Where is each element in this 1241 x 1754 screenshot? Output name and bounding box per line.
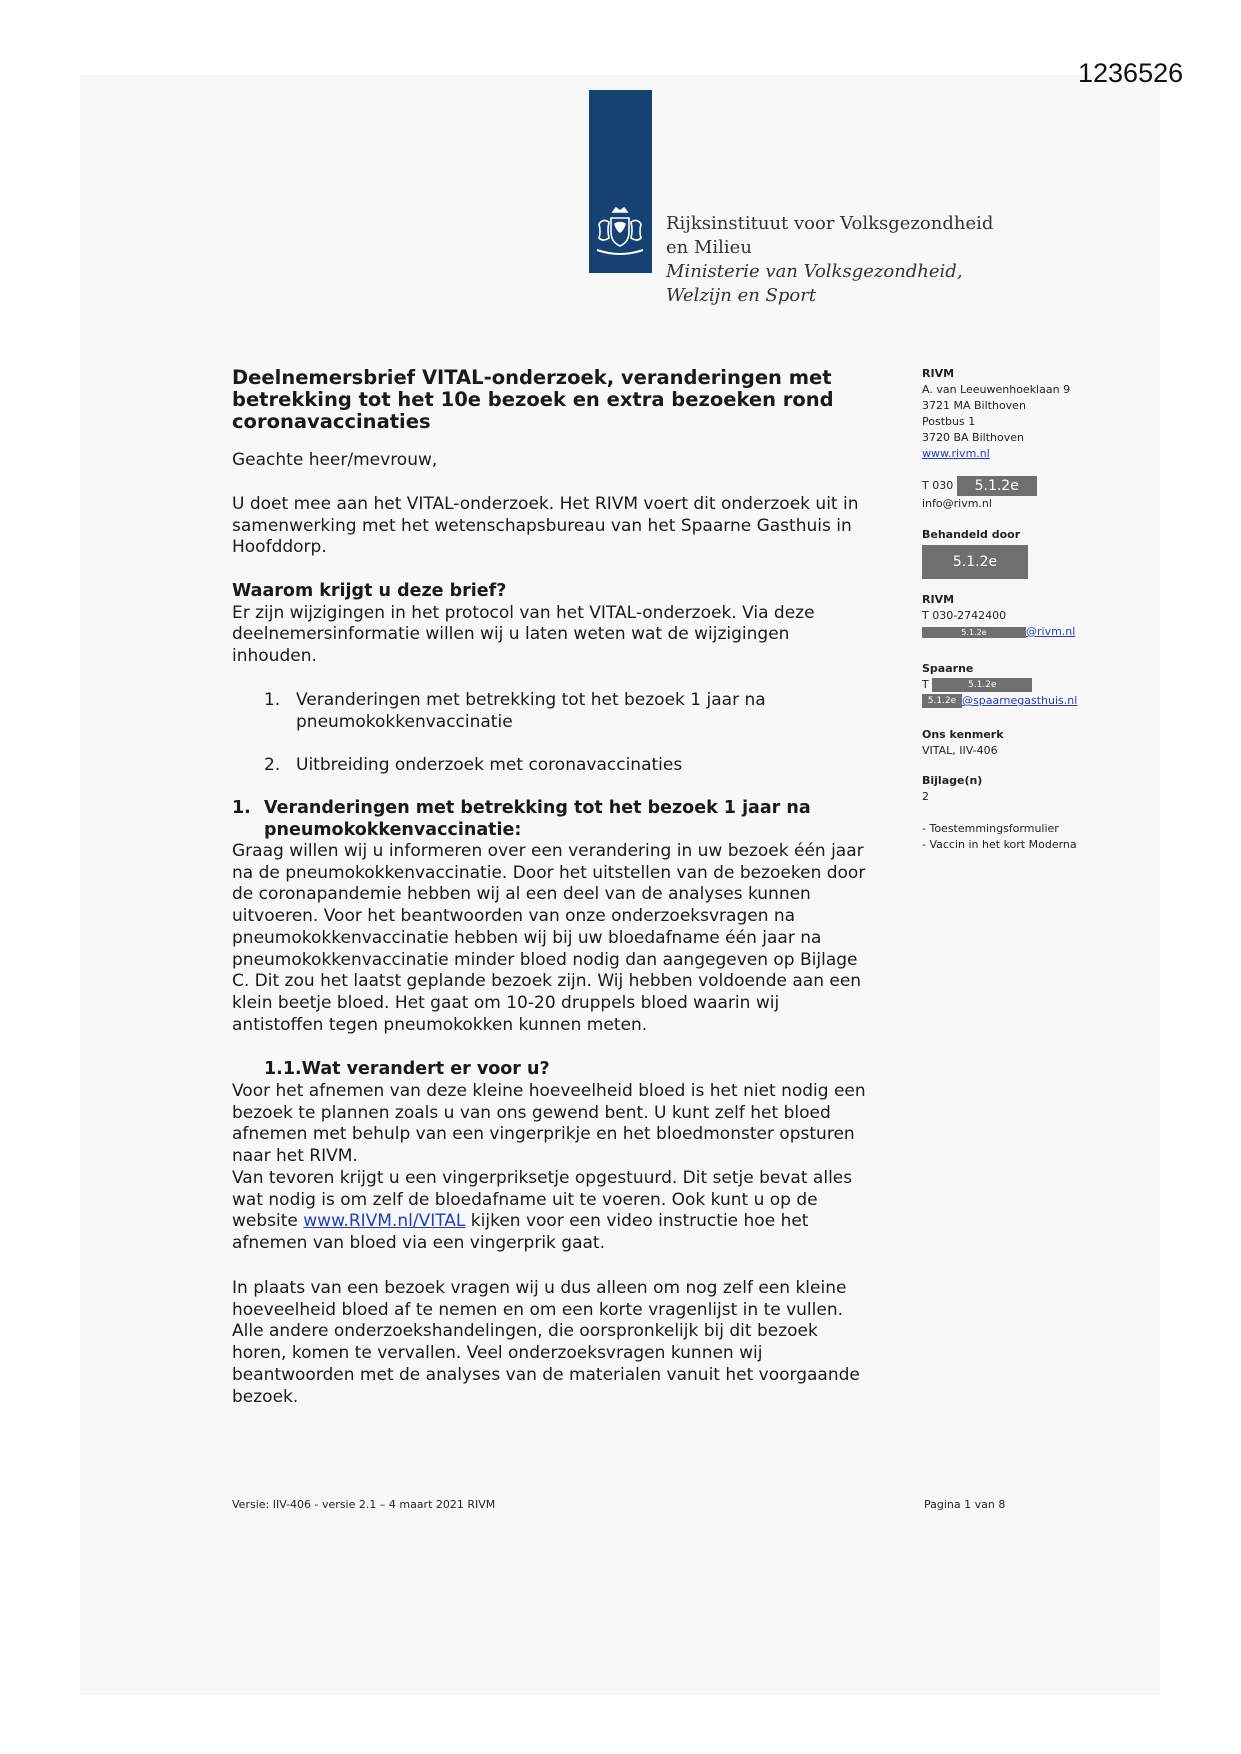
sidebar-spaarne-contact: Spaarne T 5.1.2e 5.1.2e @spaarnegasthuis.nl [922, 662, 1078, 707]
list-item: 1. Veranderingen met betrekking tot het bezoek 1 jaar na pneumokokkenvaccinatie [264, 690, 766, 732]
intro-paragraph: U doet mee aan het VITAL-onderzoek. Het RIVM voert dit onderzoek uit in samenwerking met het wetenschapsbureau van het Spaarne Gasthuis in Hoofddorp. [232, 494, 859, 558]
section-1-1-heading: 1.1.Wat verandert er voor u? [264, 1059, 550, 1079]
section-1-body: Graag willen wij u informeren over een verandering in uw bezoek één jaar na de pneumokokkenvaccinatie. Door het uitstellen van de bezoeken door de coronapandemie hebben wij al een deel van de analyses kunnen uitvoeren. Voor het beantwoorden van onze onderzoeksvragen na pneumokokkenvaccinatie hebben wij bij uw bloedafname één jaar na pneumokokkenvaccinatie minder bloed nodig dan aangegeven op Bijlage C. Dit zou het laatst geplande bezoek zijn. Wij hebben voldoende aan een klein beetje bloed. Het gaat om 10-20 druppels bloed waarin wij antistoffen tegen pneumokokken kunnen meten. [232, 841, 866, 1035]
ministry-line1: Ministerie van Volksgezondheid, [666, 261, 963, 282]
title-line1: Deelnemersbrief VITAL-onderzoek, veranderingen met [232, 366, 832, 389]
sidebar-phone: T 030 5.1.2e [922, 476, 1037, 496]
title-line3: coronavaccinaties [232, 410, 431, 433]
institute-name [666, 212, 993, 308]
why-section: Waarom krijgt u deze brief? Er zijn wijzigingen in het protocol van het VITAL-onderzoek. Via deze deelnemersinformatie willen wij u laten weten wat de wijzigingen inhouden. [232, 581, 904, 668]
institute-line1: Rijksinstituut voor Volksgezondheid [666, 213, 994, 234]
rivm-contact-email[interactable]: @rivm.nl [1026, 625, 1076, 638]
sidebar-handled-by: Behandeld door 5.1.2e [922, 527, 1028, 579]
redaction: 5.1.2e [932, 678, 1032, 692]
sidebar-address: RIVM A. van Leeuwenhoeklaan 9 3721 MA Bilthoven Postbus 1 3720 BA Bilthoven www.rivm.nl [922, 367, 1071, 460]
institute-line2: en Milieu [666, 237, 752, 258]
vital-website-link[interactable]: www.RIVM.nl/VITAL [303, 1211, 466, 1232]
title-line2: betrekking tot het 10e bezoek en extra bezoeken rond [232, 388, 834, 411]
rivm-email-link[interactable]: info@rivm.nl [922, 497, 992, 510]
section-1-1-body: Voor het afnemen van deze kleine hoeveelheid bloed is het niet nodig een bezoek te plannen zoals u van ons gewend bent. U kunt zelf het bloed afnemen met behulp van een vingerprikje en het bloedmonster opsturen naar het RIVM. Van tevoren krijgt u een vingerpriksetje opgestuurd. Dit setje bevat alles wat nodig is om zelf de bloedafname uit te voeren. Ook kunt u op de website www.RIVM.nl/VITAL kijken voor een video instructie hoe het afnemen van bloed via een vingerprik gaat. [232, 1081, 866, 1253]
section-1-heading: 1. Veranderingen met betrekking tot het bezoek 1 jaar na pneumokokkenvaccinatie: [232, 798, 811, 840]
section-1-1-paragraph-2: In plaats van een bezoek vragen wij u dus alleen om nog zelf een kleine hoeveelheid bloed af te nemen en om een korte vragenlijst in te vullen. Alle andere onderzoekshandelingen, die oorspronkelijk bij dit bezoek horen, komen te vervallen. Veel onderzoeksvragen kunnen wij beantwoorden met de analyses van de materialen vanuit het voorgaande bezoek. [232, 1278, 860, 1407]
redaction: 5.1.2e [957, 476, 1037, 496]
redaction: 5.1.2e [922, 545, 1028, 579]
sidebar-attachments: Bijlage(n) 2 - Toestemmingsformulier - Vaccin in het kort Moderna [922, 774, 1077, 851]
sidebar-rivm-contact: RIVM T 030-2742400 5.1.2e @rivm.nl [922, 593, 1076, 638]
sidebar-reference: Ons kenmerk VITAL, IIV-406 [922, 728, 1004, 757]
royal-crest-icon [591, 206, 649, 258]
greeting: Geachte heer/mevrouw, [232, 450, 438, 470]
ministry-line2: Welzijn en Sport [666, 285, 817, 306]
why-heading: Waarom krijgt u deze brief? [232, 581, 507, 601]
rivm-website-link[interactable]: www.rivm.nl [922, 447, 990, 460]
redaction: 5.1.2e [922, 627, 1026, 638]
redaction: 5.1.2e [922, 694, 962, 708]
spaarne-contact-email[interactable]: @spaarnegasthuis.nl [962, 694, 1078, 707]
footer-page-number: Pagina 1 van 8 [924, 1498, 1006, 1511]
list-item: 2. Uitbreiding onderzoek met coronavaccinaties [264, 755, 683, 775]
letter-title [232, 367, 904, 433]
document-id: 1236526 [1078, 58, 1184, 88]
footer-version: Versie: IIV-406 - versie 2.1 – 4 maart 2021 RIVM [232, 1498, 496, 1511]
